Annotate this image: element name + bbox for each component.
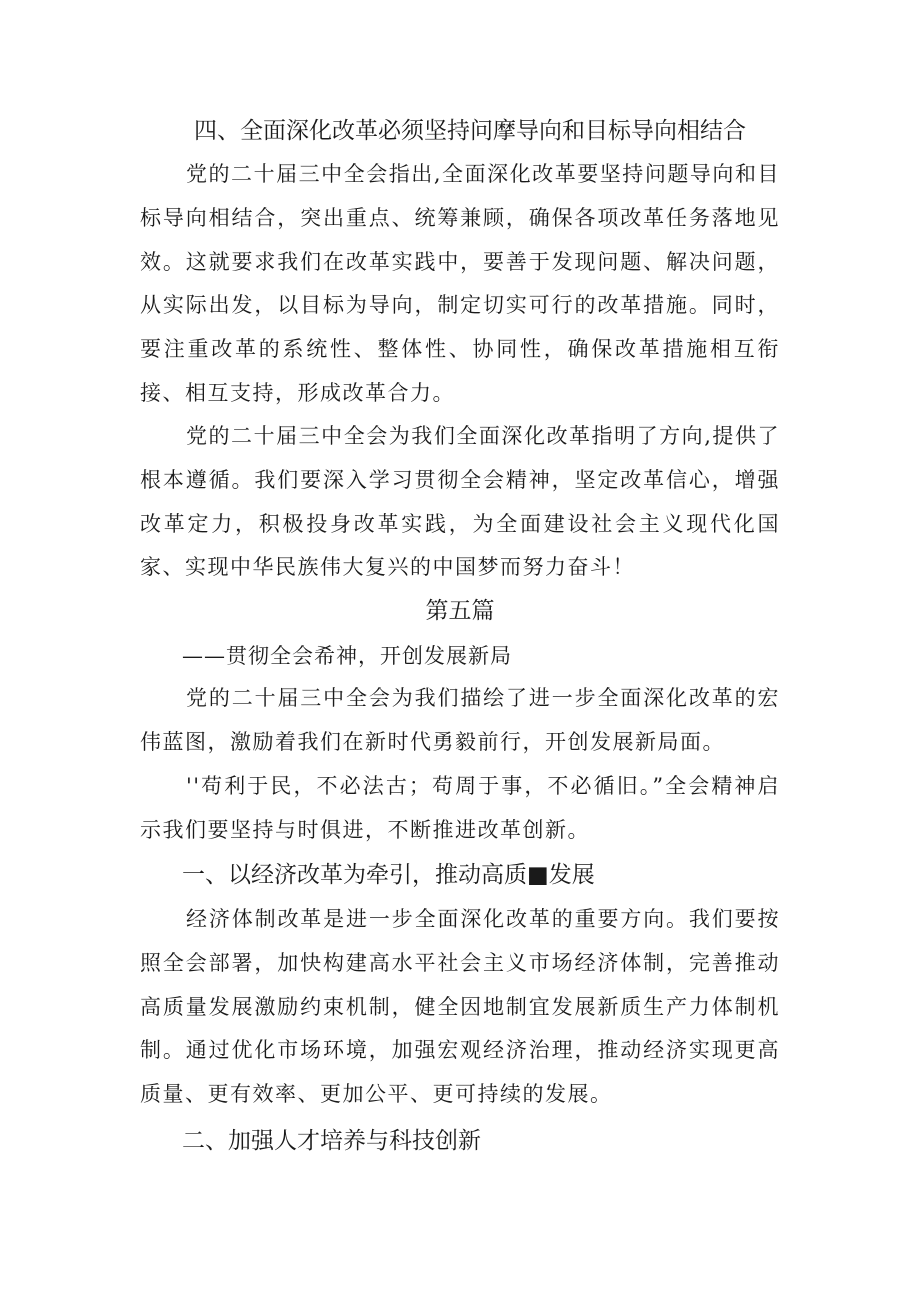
section-4-paragraph-2: 党的二十届三中全会为我们全面深化改革指明了方向,提供了根本遵循。我们要深入学习贯彻全会精神，坚定改革信心，增强改革定力，积极投身改革实践，为全面建设社会主义现代化国家、实现中华民族伟大复兴的中国梦而努力奋斗！ (140, 424, 780, 580)
section-4-heading: 四、全面深化改革必须坚持问摩导向和目标导向相结合 (194, 118, 746, 144)
part-5-subtitle: ——贯彻全会希神，开创发展新局 (182, 644, 512, 668)
part-5-title: 第五篇 (425, 598, 495, 624)
part-5-section-1-paragraph: 经济体制改革是进一步全面深化改革的重要方向。我们要按照全会部署，加快构建高水平社会主义市场经济体制，完善推动高质量发展激励约束机制，健全因地制宜发展新质生产力体制机制。通过优化市场环境，加强宏观经济治理，推动经济实现更高质量、更有效率、更加公平、更可持续的发展。 (140, 907, 780, 1107)
part-5-intro-paragraph-2: ''苟利于民，不必法古；苟周于事，不必循旧。”全会精神启示我们要坚持与时俱进，不断推进改革创新。 (140, 774, 780, 842)
part-5-intro-paragraph-1: 党的二十届三中全会为我们描绘了进一步全面深化改革的宏伟蓝图，激励着我们在新时代勇毅前行，开创发展新局面。 (140, 686, 780, 754)
part-5-section-1-heading: 一、以经济改革为牵引，推动高质■发展 (182, 862, 595, 888)
part-5-section-2-heading: 二、加强人才培养与科技创新 (182, 1128, 481, 1154)
section-4-paragraph-1: 党的二十届三中全会指出,全面深化改革要坚持问题导向和目标导向相结合，突出重点、统筹兼顾，确保各项改革任务落地见效。这就要求我们在改革实践中，要善于发现问题、解决问题，从实际出发，以目标为导向，制定切实可行的改革措施。同时，要注重改革的系统性、整体性、协同性，确保改革措施相互衔接、相互支持，形成改革合力。 (140, 162, 780, 405)
